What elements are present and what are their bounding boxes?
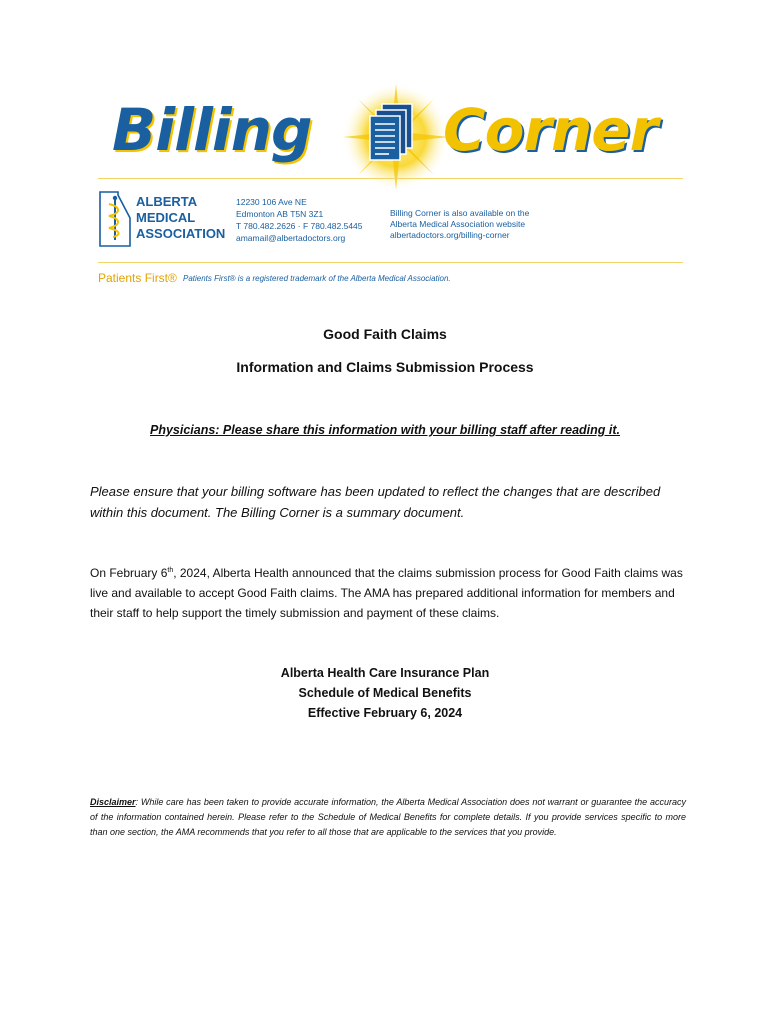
- logo-billing-text: Billing: [112, 96, 312, 164]
- ama-name-line: MEDICAL: [136, 210, 196, 225]
- website-line: Billing Corner is also available on the: [390, 208, 530, 218]
- ama-logo: [98, 190, 238, 250]
- physicians-note: Physicians: Please share this information with your billing staff after reading it.: [149, 423, 620, 437]
- software-update-paragraph: Please ensure that your billing software has been updated to reflect the changes that are described within this document. The Billing Corner is a summary document.: [90, 484, 661, 520]
- intro-text-start: On February 6: [90, 566, 168, 580]
- patients-first-logo: Patients First®: [98, 271, 177, 285]
- contact-line: T 780.482.2626 · F 780.482.5445: [236, 221, 363, 231]
- plan-line: Alberta Health Care Insurance Plan: [280, 666, 490, 680]
- billing-corner-logo: [98, 90, 683, 185]
- contact-line: 12230 106 Ave NE: [236, 197, 307, 207]
- plan-heading: [0, 663, 770, 723]
- documents-icon: [341, 82, 451, 192]
- plan-line: Effective February 6, 2024: [307, 706, 463, 720]
- document-subtitle: Information and Claims Submission Process: [236, 359, 534, 375]
- header-divider-top: [98, 178, 683, 179]
- trademark-note: Patients First® is a registered trademark of the Alberta Medical Association.: [183, 274, 451, 283]
- logo-corner-text: Corner: [443, 96, 658, 164]
- ama-name: [136, 194, 225, 242]
- disclaimer: [90, 795, 686, 840]
- alberta-caduceus-icon: [98, 190, 132, 248]
- ama-name-line: ALBERTA: [136, 194, 198, 209]
- website-note: [390, 208, 529, 241]
- document-title: Good Faith Claims: [323, 326, 447, 342]
- contact-line: Edmonton AB T5N 3Z1: [236, 209, 324, 219]
- intro-superscript: th: [167, 567, 174, 574]
- header-divider-bottom: [98, 262, 683, 263]
- ama-contact-info: [236, 196, 363, 244]
- ama-name-line: ASSOCIATION: [136, 226, 226, 241]
- website-line: albertadoctors.org/billing-corner: [390, 230, 510, 240]
- disclaimer-text: : While care has been taken to provide accurate information, the Alberta Medical Association does not warrant or guarantee the accuracy of the information contained herein. Please refer to the Schedule of Medical Benefits for complete details. If you provide services specific to more than one section, the AMA recommends that you refer to all those that are applicable to the services that you provide.: [90, 797, 686, 837]
- disclaimer-label: Disclaimer: [90, 797, 136, 807]
- website-line: Alberta Medical Association website: [390, 219, 526, 229]
- intro-paragraph: [90, 561, 690, 623]
- intro-text-rest: , 2024, Alberta Health announced that the claims submission process for Good Faith claims was live and available to accept Good Faith claims. The AMA has prepared additional information for members and their staff to help support the timely submission and payment of these claims.: [90, 566, 683, 620]
- contact-line: amamail@albertadoctors.org: [236, 233, 346, 243]
- plan-line: Schedule of Medical Benefits: [298, 686, 472, 700]
